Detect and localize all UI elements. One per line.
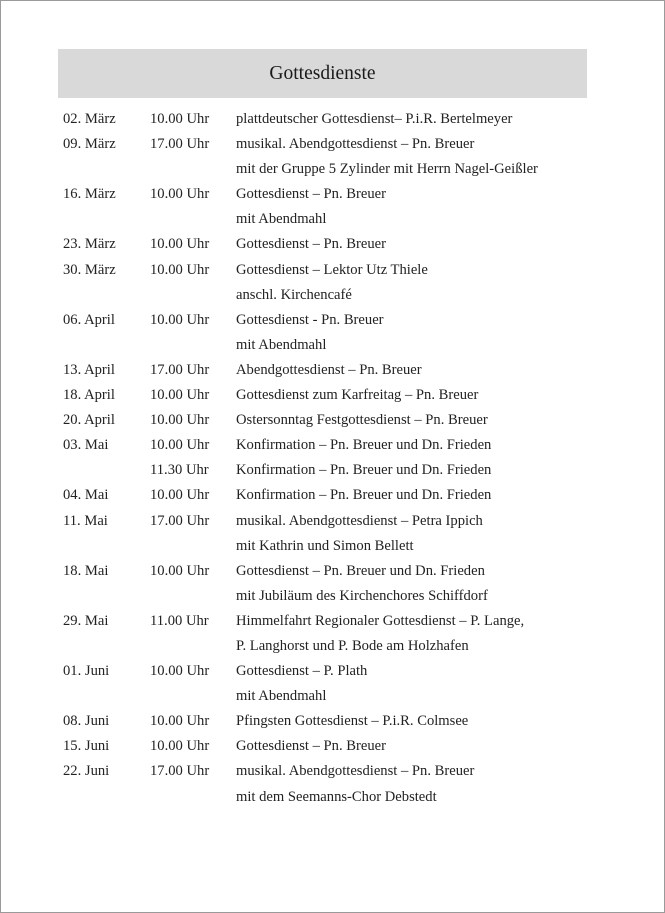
schedule-row — [63, 232, 603, 257]
service-time: 17.00 Uhr — [150, 512, 210, 529]
service-date: 16. März — [63, 186, 116, 203]
service-date: 18. Mai — [63, 562, 109, 579]
service-description: mit Abendmahl — [236, 336, 327, 353]
service-description: Konfirmation – Pn. Breuer und Dn. Frieden — [236, 487, 492, 504]
service-time: 11.00 Uhr — [150, 612, 209, 629]
service-description: Ostersonntag Festgottesdienst – Pn. Breuer — [236, 412, 488, 429]
service-time: 10.00 Uhr — [150, 713, 210, 730]
schedule-row — [63, 483, 603, 508]
service-time: 10.00 Uhr — [150, 487, 210, 504]
schedule-row — [63, 458, 603, 483]
service-date: 03. Mai — [63, 437, 109, 454]
page-title: Gottesdienste — [269, 62, 376, 84]
schedule-row — [63, 634, 603, 659]
service-description: Gottesdienst – Pn. Breuer und Dn. Frieden — [236, 562, 485, 579]
service-time: 10.00 Uhr — [150, 562, 210, 579]
service-date: 20. April — [63, 412, 115, 429]
service-date: 04. Mai — [63, 487, 109, 504]
service-time: 10.00 Uhr — [150, 186, 210, 203]
service-time: 10.00 Uhr — [150, 236, 210, 253]
schedule-row — [63, 785, 603, 810]
service-description: Himmelfahrt Regionaler Gottesdienst – P. Lange, — [236, 612, 525, 629]
schedule-row — [63, 258, 603, 283]
service-date: 11. Mai — [63, 512, 108, 529]
service-description: mit Jubiläum des Kirchenchores Schiffdorf — [236, 587, 488, 604]
service-date: 02. März — [63, 111, 116, 127]
service-time: 10.00 Uhr — [150, 261, 210, 278]
schedule-row — [63, 509, 603, 534]
service-time: 10.00 Uhr — [150, 412, 210, 429]
service-time: 17.00 Uhr — [150, 136, 210, 153]
service-time: 10.00 Uhr — [150, 437, 210, 454]
service-description: Gottesdienst – Pn. Breuer — [236, 186, 386, 203]
service-date: 09. März — [63, 136, 116, 153]
schedule-row — [63, 534, 603, 559]
service-time: 10.00 Uhr — [150, 111, 210, 127]
schedule-row — [63, 734, 603, 759]
service-date: 13. April — [63, 361, 115, 378]
service-date: 23. März — [63, 236, 116, 253]
service-description: Gottesdienst – Lektor Utz Thiele — [236, 261, 428, 278]
service-schedule — [63, 107, 603, 810]
service-description: P. Langhorst und P. Bode am Holzhafen — [236, 637, 469, 654]
service-date: 06. April — [63, 311, 115, 328]
service-description: Pfingsten Gottesdienst – P.i.R. Colmsee — [236, 713, 469, 730]
service-date: 29. Mai — [63, 612, 109, 629]
schedule-row — [63, 132, 603, 157]
service-description: mit der Gruppe 5 Zylinder mit Herrn Nagel-Geißler — [236, 161, 538, 178]
service-time: 10.00 Uhr — [150, 311, 210, 328]
schedule-row — [63, 107, 603, 132]
service-time: 17.00 Uhr — [150, 763, 210, 780]
service-description: mit Abendmahl — [236, 211, 327, 228]
service-description: plattdeutscher Gottesdienst– P.i.R. Bertelmeyer — [236, 111, 513, 127]
service-date: 18. April — [63, 387, 115, 404]
service-date: 30. März — [63, 261, 116, 278]
schedule-row — [63, 433, 603, 458]
service-time: 11.30 Uhr — [150, 462, 209, 479]
service-date: 15. Juni — [63, 738, 110, 755]
service-description: Gottesdienst – Pn. Breuer — [236, 236, 386, 253]
schedule-row — [63, 709, 603, 734]
service-time: 10.00 Uhr — [150, 738, 210, 755]
service-description: Gottesdienst zum Karfreitag – Pn. Breuer — [236, 387, 479, 404]
schedule-row — [63, 684, 603, 709]
schedule-row — [63, 609, 603, 634]
schedule-row — [63, 659, 603, 684]
service-description: Gottesdienst - Pn. Breuer — [236, 311, 384, 328]
service-description: anschl. Kirchencafé — [236, 286, 352, 303]
schedule-row — [63, 408, 603, 433]
service-date: 08. Juni — [63, 713, 110, 730]
schedule-row — [63, 308, 603, 333]
service-description: musikal. Abendgottesdienst – Pn. Breuer — [236, 136, 475, 153]
schedule-row — [63, 559, 603, 584]
service-description: musikal. Abendgottesdienst – Pn. Breuer — [236, 763, 475, 780]
service-description: Gottesdienst – P. Plath — [236, 663, 368, 680]
service-description: Konfirmation – Pn. Breuer und Dn. Frieden — [236, 462, 492, 479]
schedule-row — [63, 584, 603, 609]
schedule-row — [63, 333, 603, 358]
schedule-row — [63, 157, 603, 182]
service-description: musikal. Abendgottesdienst – Petra Ippich — [236, 512, 483, 529]
service-time: 10.00 Uhr — [150, 387, 210, 404]
service-date: 22. Juni — [63, 763, 110, 780]
service-date: 01. Juni — [63, 663, 110, 680]
schedule-row — [63, 759, 603, 784]
service-description: mit Kathrin und Simon Bellett — [236, 537, 414, 554]
service-time: 17.00 Uhr — [150, 361, 210, 378]
schedule-row — [63, 207, 603, 232]
title-banner — [58, 49, 587, 98]
service-description: Gottesdienst – Pn. Breuer — [236, 738, 386, 755]
service-description: mit dem Seemanns-Chor Debstedt — [236, 788, 437, 805]
schedule-row — [63, 182, 603, 207]
service-time: 10.00 Uhr — [150, 663, 210, 680]
schedule-row — [63, 283, 603, 308]
service-description: Konfirmation – Pn. Breuer und Dn. Frieden — [236, 437, 492, 454]
schedule-row — [63, 358, 603, 383]
service-description: Abendgottesdienst – Pn. Breuer — [236, 361, 422, 378]
service-description: mit Abendmahl — [236, 688, 327, 705]
schedule-row — [63, 383, 603, 408]
